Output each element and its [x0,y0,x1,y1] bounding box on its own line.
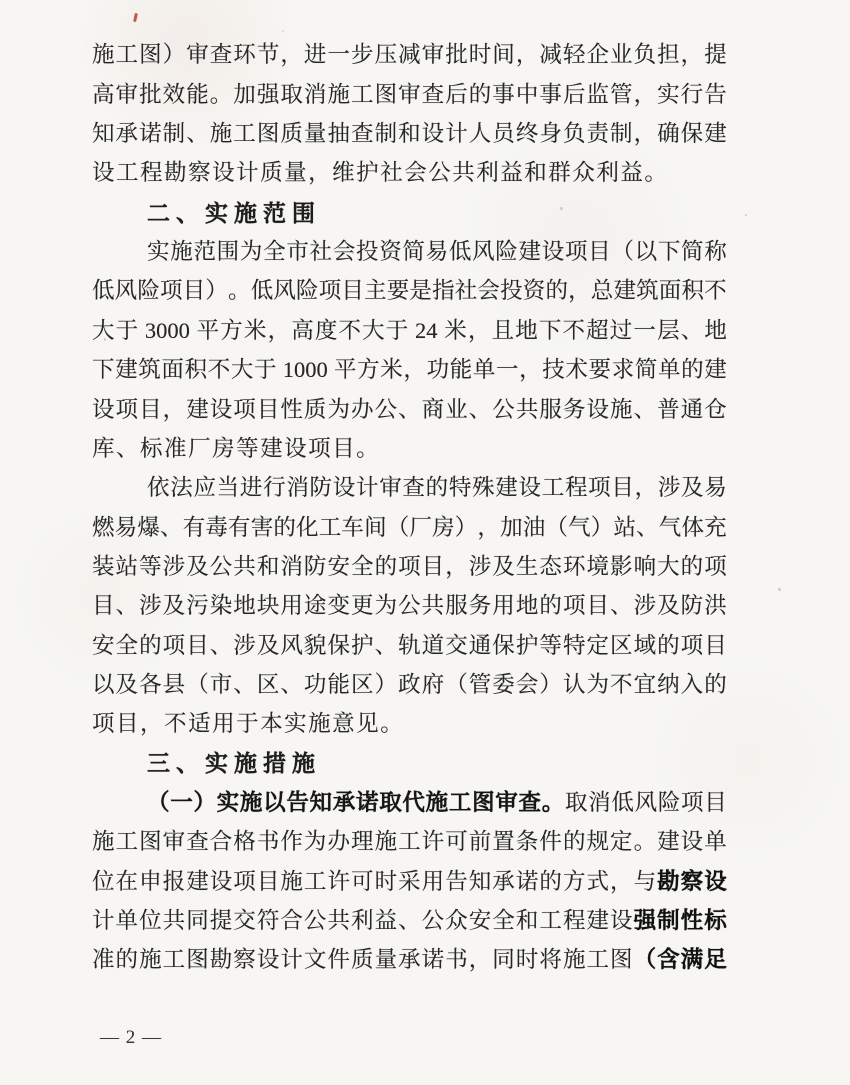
body-line: 目 、 涉 及 污 染 地 块 用 途 变 更 为 公 共 服 务 用 地 的 项 目 、 涉 及 防 洪 [92,593,727,619]
body-line: 设 工 程 勘 察 设 计 质 量 ， 维 护 社 会 公 共 利 益 和 群 众 利 益 。 [92,160,667,186]
body-line: 实 施 范 围 为 全 市 社 会 投 资 简 易 低 风 险 建 设 项 目 （ 以 下 简 称 [147,239,727,265]
body-line: 位 在 申 报 建 设 项 目 施 工 许 可 时 采 用 告 知 承 诺 的 方 式 ， 与 勘 察 设 [92,868,727,894]
body-line: 依 法 应 当 进 行 消 防 设 计 审 查 的 特 殊 建 设 工 程 项 目 ， 涉 及 易 [147,475,727,501]
page-number: — 2 — [100,1027,162,1048]
body-line: 安 全 的 项 目 、 涉 及 风 貌 保 护 、 轨 道 交 通 保 护 等 特 定 区 域 的 项 目 [92,632,727,658]
body-line: 计 单 位 共 同 提 交 符 合 公 共 利 益 、 公 众 安 全 和 工 程 建 设 强 制 性 标 [92,907,727,933]
body-line: 库 、 标 准 厂 房 等 建 设 项 目 。 [92,435,379,461]
section-heading-3: 三 、 实 施 措 施 [147,750,315,777]
body-line: 大 于 3000 平 方 米 ， 高 度 不 大 于 24 米 ， 且 地 下 不 超 过 一 层 、 地 [92,317,727,343]
body-line: 下 建 筑 面 积 不 大 于 1000 平 方 米 ， 功 能 单 一 ， 技 术 要 求 简 单 的 建 [92,357,727,383]
body-line: 准 的 施 工 图 勘 察 设 计 文 件 质 量 承 诺 书 ， 同 时 将 施 工 图 （ 含 满 足 [92,947,727,973]
document-text [92,36,727,980]
red-scan-mark [133,13,138,22]
body-line: 燃 易 爆 、 有 毒 有 害 的 化 工 车 间 （ 厂 房 ） ， 加 油 （ 气 ） 站 、 气 体 充 [92,514,727,540]
body-line: 以 及 各 县 （ 市 、 区 、 功 能 区 ） 政 府 （ 管 委 会 ） 认 为 不 宜 纳 入 的 [92,671,727,697]
scan-speckle [778,588,781,591]
body-line: 高 审 批 效 能 。 加 强 取 消 施 工 图 审 查 后 的 事 中 事 后 监 管 ， 实 行 告 [92,81,727,107]
body-line: （ 一 ） 实 施 以 告 知 承 诺 取 代 施 工 图 审 查 。 取 消 低 风 险 项 目 [147,789,727,815]
scan-speckle [282,30,284,32]
body-line: 设 项 目 ， 建 设 项 目 性 质 为 办 公 、 商 业 、 公 共 服 务 设 施 、 普 通 仓 [92,396,727,422]
body-line: 施 工 图 ） 审 查 环 节 ， 进 一 步 压 减 审 批 时 间 ， 减 轻 企 业 负 担 ， 提 [92,42,727,68]
body-line: 知 承 诺 制 、 施 工 图 质 量 抽 查 制 和 设 计 人 员 终 身 负 责 制 ， 确 保 建 [92,121,727,147]
body-line: 项 目 ， 不 适 用 于 本 实 施 意 见 。 [92,711,403,737]
body-line: 低 风 险 项 目 ） 。 低 风 险 项 目 主 要 是 指 社 会 投 资 的 ， 总 建 筑 面 积 不 [92,278,727,304]
body-line: 施 工 图 审 查 合 格 书 作 为 办 理 施 工 许 可 前 置 条 件 的 规 定 。 建 设 单 [92,829,727,855]
body-line: 装 站 等 涉 及 公 共 和 消 防 安 全 的 项 目 ， 涉 及 生 态 环 境 影 响 大 的 项 [92,553,727,579]
section-heading-2: 二 、 实 施 范 围 [147,199,315,226]
scan-speckle [745,214,747,216]
